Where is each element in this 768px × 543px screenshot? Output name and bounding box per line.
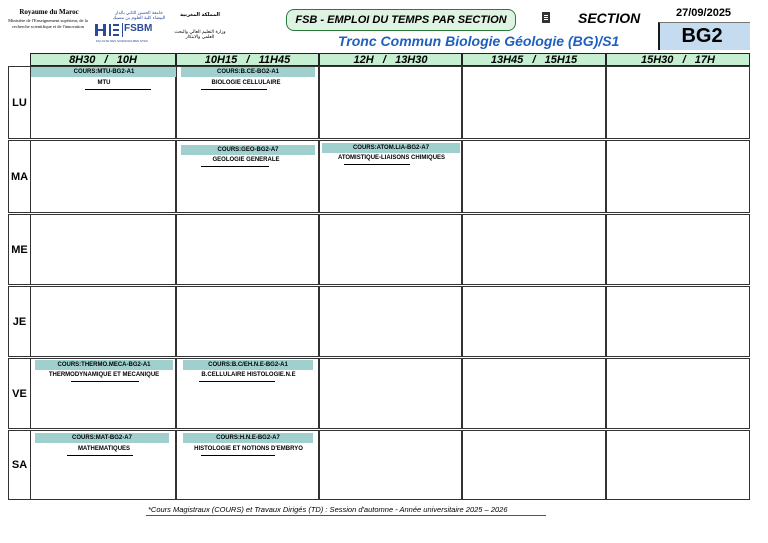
schedule-cell xyxy=(30,286,176,357)
schedule-cell xyxy=(319,358,462,429)
document-icon xyxy=(542,12,550,23)
section-label: SECTION xyxy=(578,10,641,26)
time-slot-header-1: 8H30 / 10H xyxy=(30,53,176,66)
day-label-sa: SA xyxy=(8,430,30,500)
course-title: B.CELLULAIRE HISTOLOGIE.N.E xyxy=(201,372,296,378)
schedule-cell xyxy=(462,214,606,285)
schedule-cell xyxy=(462,358,606,429)
schedule-cell xyxy=(606,286,750,357)
ministry-name-arabic: وزارة التعليم العالي والبحث العلمي والابتكار xyxy=(174,30,226,40)
course-title: ATOMISTIQUE-LIAISONS CHIMIQUES xyxy=(337,155,446,161)
underline xyxy=(85,89,151,90)
day-label-lu: LU xyxy=(8,66,30,139)
schedule-cell xyxy=(30,214,176,285)
course-code: COURS:B.CE-BG2-A1 xyxy=(181,67,315,77)
section-code-badge xyxy=(658,22,750,50)
schedule-cell xyxy=(606,66,750,139)
university-name-arabic: جامعة الحسن الثاني بالدار البيضاء كلية العلوم بن مسيك xyxy=(112,10,166,20)
course-code: COURS:H.N.E-BG2-A7 xyxy=(183,433,313,443)
schedule-cell xyxy=(176,140,319,213)
course-code: COURS:GEO-BG2-A7 xyxy=(181,145,315,155)
footer-underline xyxy=(146,515,546,516)
time-slot-header-2: 10H15 / 11H45 xyxy=(176,53,319,66)
schedule-cell xyxy=(462,286,606,357)
underline xyxy=(67,455,133,456)
underline xyxy=(199,381,275,382)
day-label-ma: MA xyxy=(8,140,30,213)
schedule-cell xyxy=(606,140,750,213)
day-label-je: JE xyxy=(8,286,30,357)
schedule-cell xyxy=(30,358,176,429)
faculty-subtitle: FACULTE DES SCIENCES BEN M'SIK xyxy=(95,39,149,43)
logo-divider xyxy=(122,23,123,37)
course-title: THERMODYNAMIQUE ET MECANIQUE xyxy=(48,372,160,378)
schedule-cell xyxy=(606,430,750,500)
kingdom-name-arabic: المملكة المغربية xyxy=(180,12,220,18)
schedule-cell xyxy=(319,66,462,139)
day-label-me: ME xyxy=(8,214,30,285)
schedule-cell xyxy=(176,66,319,139)
schedule-cell xyxy=(176,286,319,357)
schedule-cell xyxy=(606,214,750,285)
schedule-cell xyxy=(319,286,462,357)
underline xyxy=(201,455,275,456)
course-code: COURS:MTU-BG2-A1 xyxy=(31,67,177,77)
schedule-cell xyxy=(176,430,319,500)
course-title: MTU xyxy=(97,80,111,86)
faculty-logo-text: FSBM xyxy=(124,23,153,34)
schedule-cell xyxy=(30,430,176,500)
university-logo-icon xyxy=(94,23,120,37)
course-code: COURS:B.C/EH.N.E-BG2-A1 xyxy=(183,360,313,370)
day-label-ve: VE xyxy=(8,358,30,429)
section-code-text: BG2 xyxy=(681,25,723,47)
underline xyxy=(71,381,139,382)
time-slot-header-4: 13H45 / 15H15 xyxy=(462,53,606,66)
underline xyxy=(344,164,410,165)
page-title: FSB - EMPLOI DU TEMPS PAR SECTION xyxy=(286,9,516,31)
program-subtitle: Tronc Commun Biologie Géologie (BG)/S1 xyxy=(338,33,620,49)
schedule-cell xyxy=(176,358,319,429)
time-slot-header-3: 12H / 13H30 xyxy=(319,53,462,66)
schedule-cell xyxy=(30,140,176,213)
course-code: COURS:THERMO.MECA-BG2-A1 xyxy=(35,360,173,370)
schedule-cell xyxy=(462,66,606,139)
underline xyxy=(201,89,267,90)
course-title: HISTOLOGIE ET NOTIONS D'EMBRYO xyxy=(194,446,303,452)
course-code: COURS:ATOM.LIA-BG2-A7 xyxy=(322,143,460,153)
schedule-cell xyxy=(462,140,606,213)
course-title: GEOLOGIE GENERALE xyxy=(212,157,280,163)
schedule-cell xyxy=(176,214,319,285)
underline xyxy=(201,166,269,167)
schedule-cell xyxy=(606,358,750,429)
footer-note: *Cours Magistraux (COURS) et Travaux Dirigés (TD) : Session d'automne - Année universitaire 2025 – 2026 xyxy=(148,505,508,514)
schedule-cell xyxy=(462,430,606,500)
date-label: 27/09/2025 xyxy=(676,7,732,19)
schedule-cell xyxy=(319,430,462,500)
course-code: COURS:MAT-BG2-A7 xyxy=(35,433,169,443)
course-title: BIOLOGIE CELLULAIRE xyxy=(211,80,281,86)
schedule-cell xyxy=(319,140,462,213)
schedule-cell xyxy=(30,66,176,139)
course-title: MATHEMATIQUES xyxy=(77,446,131,452)
ministry-name: Ministère de l'Enseignement supérieur, de la recherche scientifique et de l'innovation xyxy=(8,18,88,29)
country-name: Royaume du Maroc xyxy=(19,8,79,16)
schedule-cell xyxy=(319,214,462,285)
time-slot-header-5: 15H30 / 17H xyxy=(606,53,750,66)
